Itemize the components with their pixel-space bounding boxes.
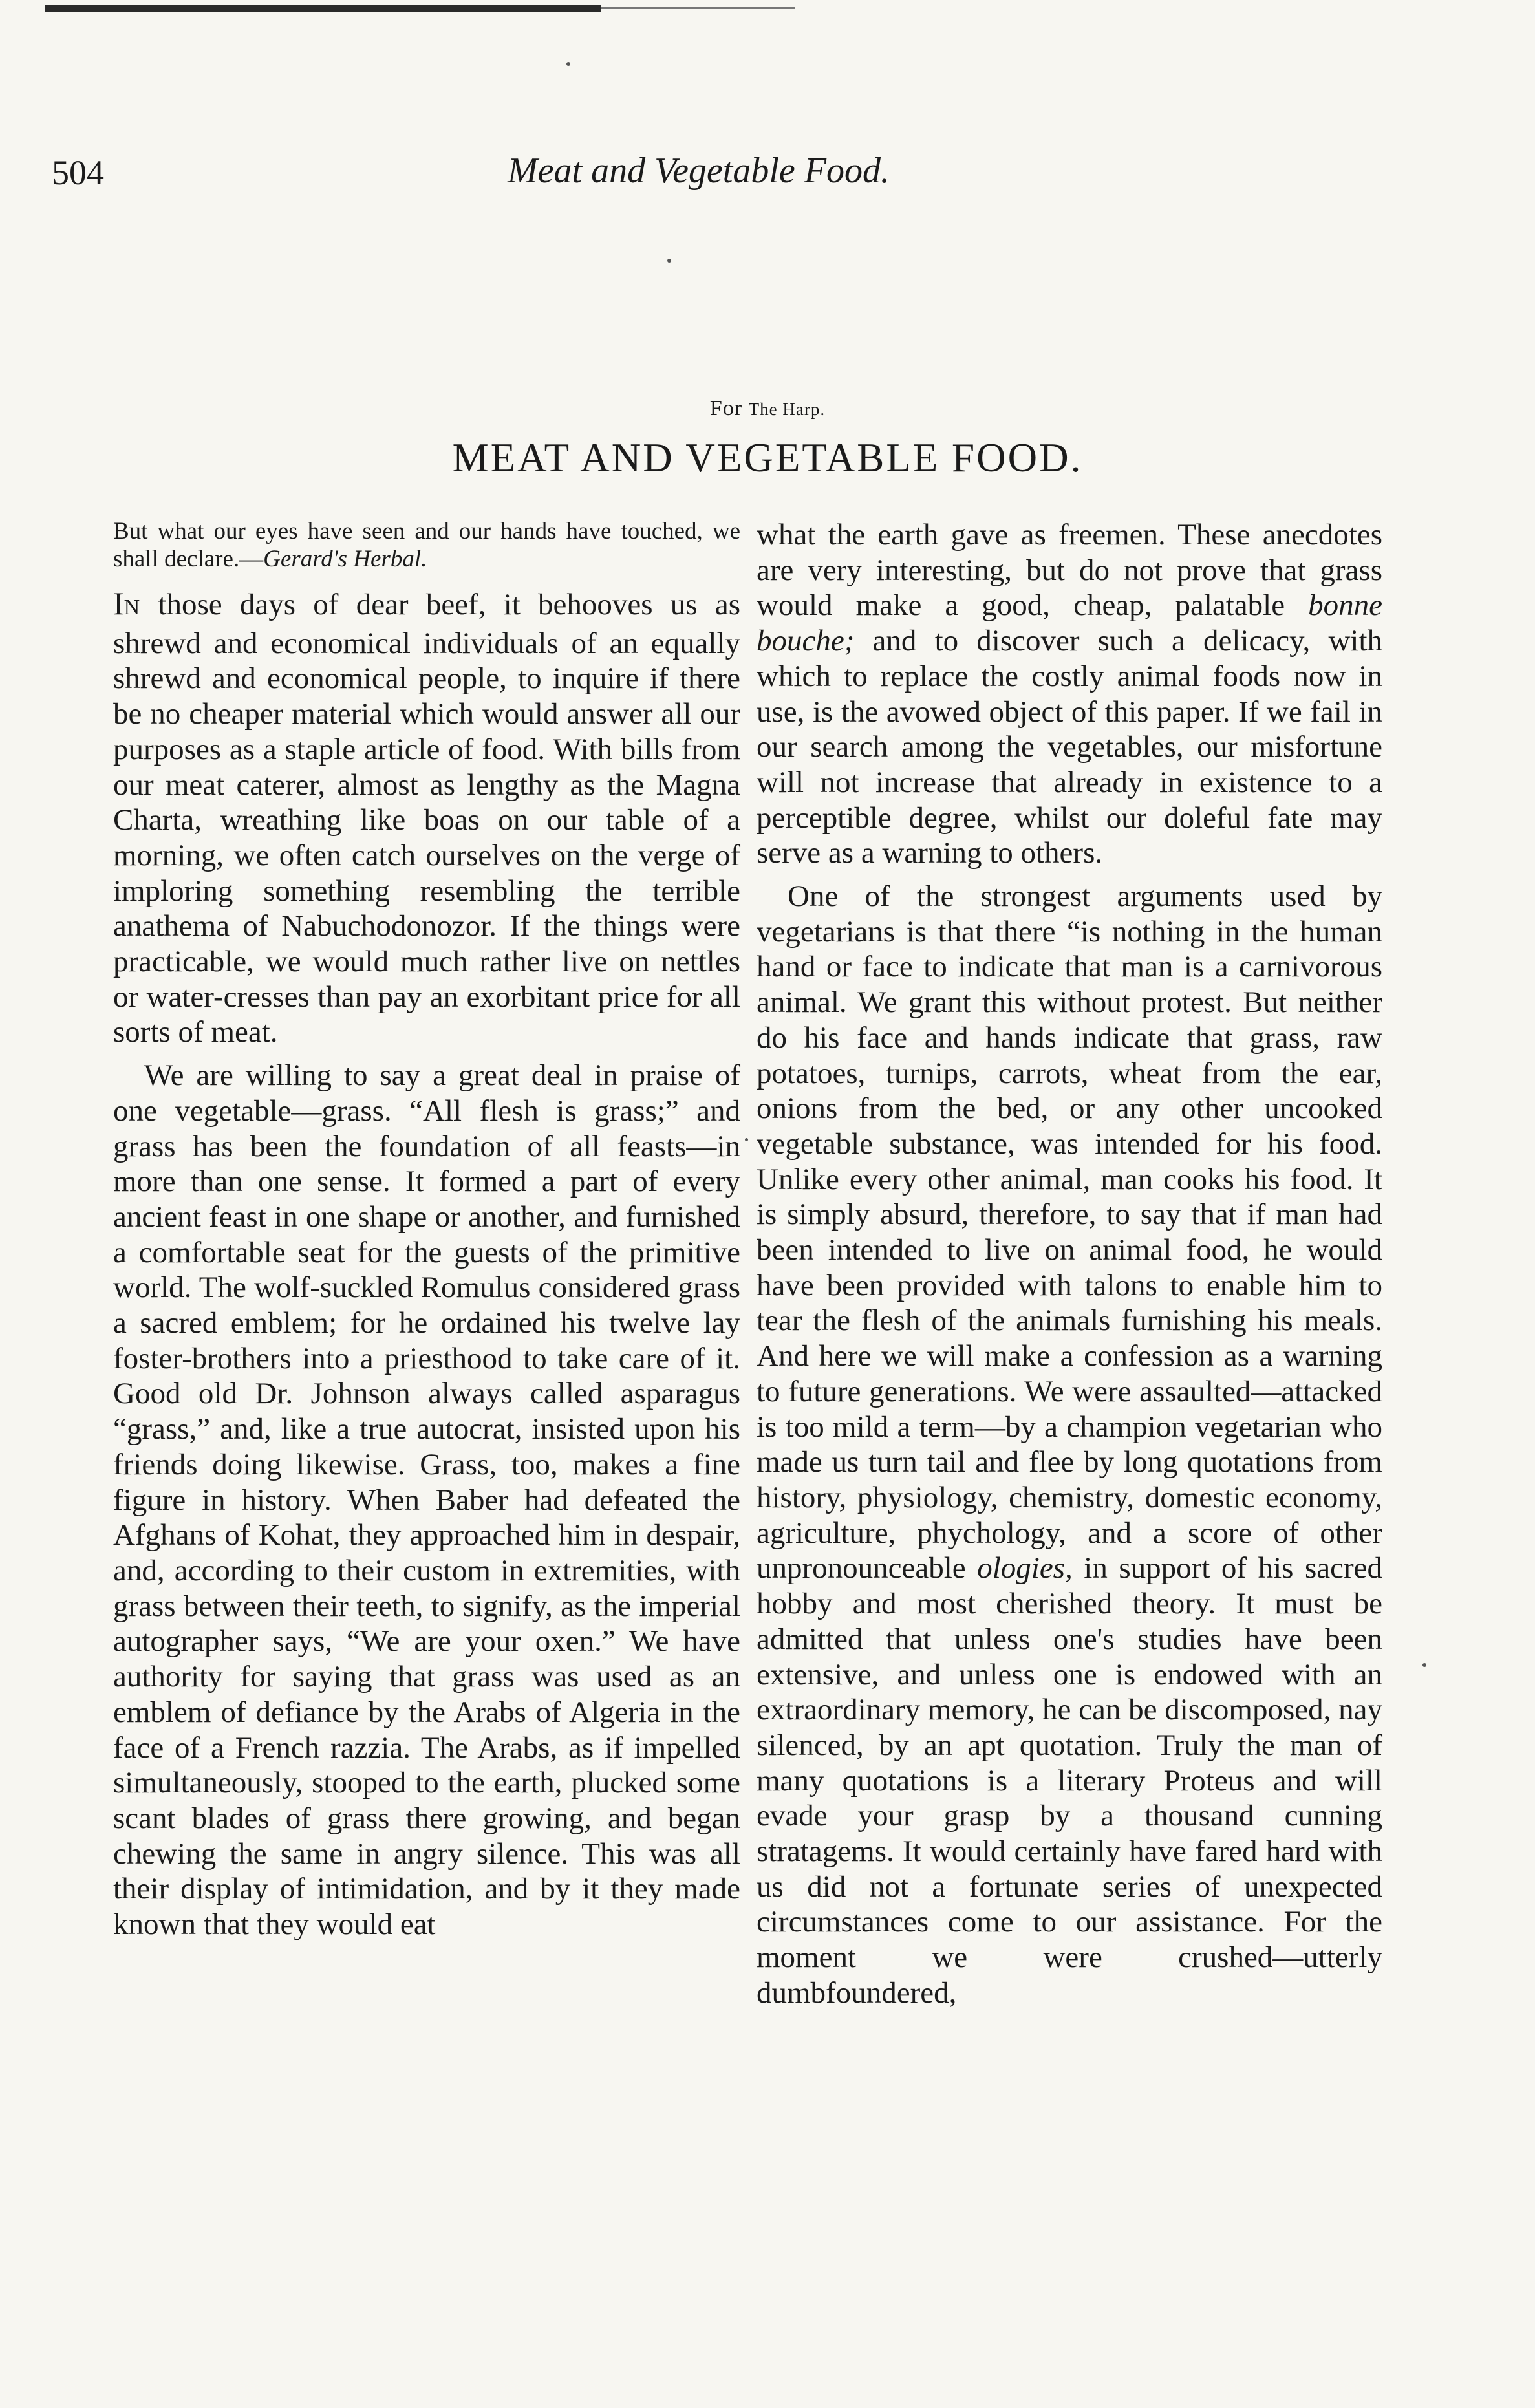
epigraph bbox=[113, 517, 740, 573]
initial-letter-rest: N bbox=[123, 596, 141, 619]
paragraph-1-body: those days of dear beef, it behooves us as shrewd and economical individuals of an equally shrewd and economical people, to inquire if there be no cheaper material which would answer all our purposes as a staple article of food. With bills from our meat caterer, almost as lengthy as the Magna Charta, wreathing like boas on our table of a morning, we often catch ourselves on the verge of imploring something resembling the terrible anathema of Nabuchodonozor. If the things were practicable, we would much rather live on nettles or water-cresses than pay an exorbitant price for all sorts of meat. bbox=[113, 588, 740, 1049]
italic-phrase: bonne bouche; bbox=[757, 588, 1382, 658]
top-edge-rule-thin bbox=[601, 7, 795, 9]
paragraph-2-continued bbox=[757, 517, 1382, 871]
source-line-prefix: For bbox=[709, 396, 743, 420]
article-title: MEAT AND VEGETABLE FOOD. bbox=[452, 435, 1083, 480]
italic-word: ologies, bbox=[977, 1551, 1073, 1586]
running-title: Meat and Vegetable Food. bbox=[508, 151, 890, 191]
ink-speck bbox=[667, 259, 671, 263]
left-column bbox=[113, 517, 740, 1950]
initial-letter: I bbox=[113, 585, 124, 621]
epigraph-text: But what our eyes have seen and our hands have touched, we shall declare.— bbox=[113, 518, 740, 572]
ink-speck bbox=[1422, 1663, 1426, 1667]
ink-speck bbox=[745, 1138, 748, 1141]
paragraph-text: and to discover such a delicacy, with which to replace the costly animal foods now in use, is the avowed object of this paper. If we fail in our search among the vegetables, our misfortune will not increase that already in existence to a perceptible degree, whilst our doleful fate may serve as a warning to others. bbox=[757, 624, 1382, 870]
source-line bbox=[0, 396, 1535, 421]
top-edge-rule bbox=[45, 5, 601, 12]
right-column bbox=[757, 517, 1382, 2019]
source-line-name: The Harp. bbox=[748, 400, 826, 419]
paragraph-text: what the earth gave as freemen. These anecdotes are very interesting, but do not prove that grass would make a good, cheap, palatable bbox=[757, 518, 1382, 623]
paragraph-text: One of the strongest arguments used by vegetarians is that there “is nothing in the human hand or face to indicate that man is a carnivorous animal. We grant this without protest. But neither do his face and hands indicate that grass, raw potatoes, turnips, carrots, wheat from the ear, onions from the bed, or any other uncooked vegetable substance, was intended for his food. Unlike every other animal, man cooks his food. It is simply absurd, therefore, to say that if man had been intended to live on animal food, he would have been provided with talons to enable him to tear the flesh of the animals furnishing his meals. And here we will make a confession as a warning to future generations. We were assaulted—attacked is too mild a term—by a champion vegetarian who made us turn tail and flee by long quotations from history, physiology, chemistry, domestic economy, agriculture, phychology, and a score of other unpronounceable bbox=[757, 879, 1382, 1586]
epigraph-author: Gerard's Herbal. bbox=[263, 546, 427, 572]
ink-speck bbox=[566, 62, 570, 66]
page-number: 504 bbox=[52, 153, 104, 192]
paragraph-text: in support of his sacred hobby and most cherished theory. It must be admitted that unless one's studies have been extensive, and unless one is endowed with an extraordinary memory, he can be discomposed, nay silenced, by an apt quotation. Truly the man of many quotations is a literary Proteus and will evade your grasp by a thousand cunning stratagems. It would certainly have fared hard with us did not a fortunate series of unexpected circumstances come to our assistance. For the moment we were crushed—utterly dumbfoundered, bbox=[757, 1551, 1382, 2010]
paragraph-3 bbox=[757, 879, 1382, 2011]
paragraph-1 bbox=[113, 586, 740, 1050]
paragraph-2: We are willing to say a great deal in praise of one vegetable—grass. “All flesh is grass;” and grass has been the foundation of all feasts—in more than one sense. It formed a part of every ancient feast in one shape or another, and furnished a comfortable seat for the guests of the primitive world. The wolf-suckled Romulus considered grass a sacred emblem; for he ordained his twelve lay foster-brothers into a priesthood to take care of it. Good old Dr. Johnson always called asparagus “grass,” and, like a true autocrat, insisted upon his friends doing likewise. Grass, too, makes a fine figure in history. When Baber had defeated the Afghans of Kohat, they approached him in despair, and, according to their custom in extremities, with grass between their teeth, to signify, as the imperial autographer says, “We are your oxen.” We have authority for saying that grass was used as an emblem of defiance by the Arabs of Algeria in the face of a French razzia. The Arabs, as if impelled simultaneously, stooped to the earth, plucked some scant blades of grass there growing, and began chewing the same in angry silence. This was all their display of intimidation, and by it they made known that they would eat bbox=[113, 1059, 740, 1942]
